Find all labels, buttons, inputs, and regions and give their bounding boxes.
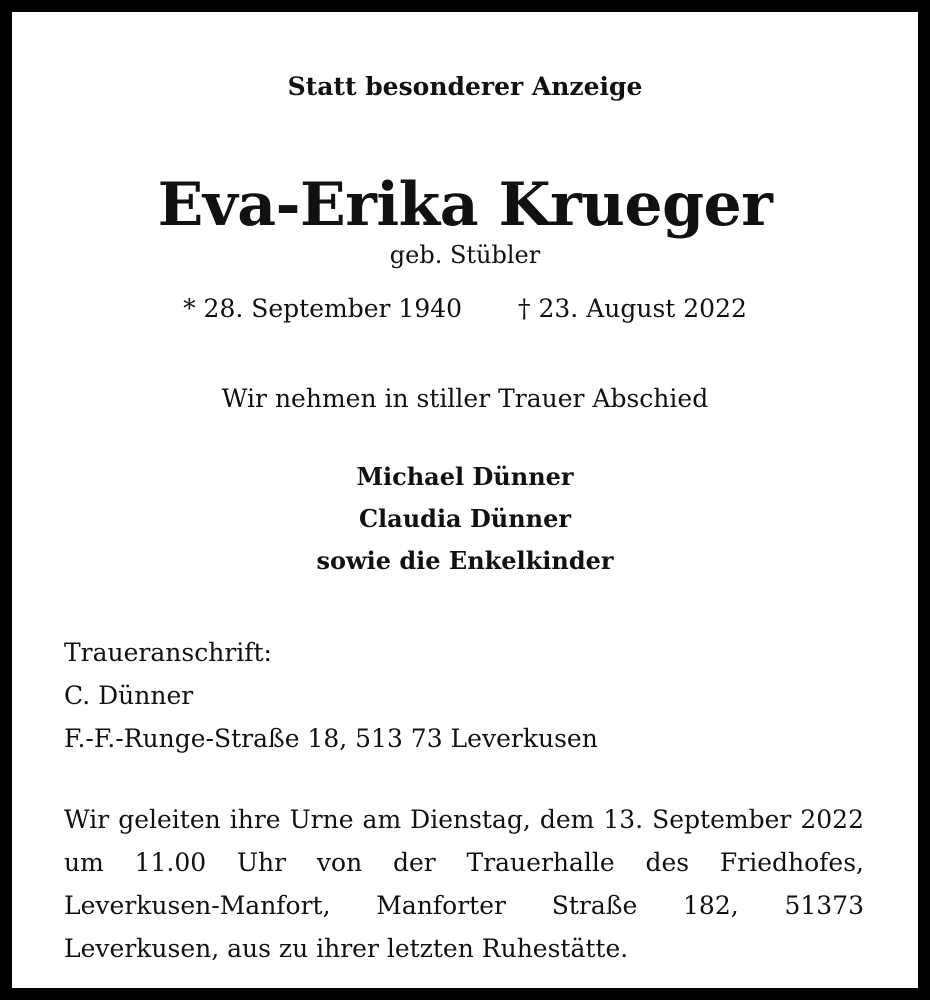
mourners-list (12, 456, 918, 582)
mourning-address (64, 631, 598, 760)
birth-name: geb. Stübler (389, 241, 541, 269)
mourner: Claudia Dünner (358, 504, 572, 533)
notice-header: Statt besonderer Anzeige (287, 72, 643, 101)
address-label: Traueranschrift: (64, 638, 272, 667)
death-date: † 23. August 2022 (518, 294, 747, 323)
address-name: C. Dünner (64, 681, 194, 710)
life-dates (12, 294, 918, 323)
mourner: Michael Dünner (356, 462, 574, 491)
farewell-text: Wir nehmen in stiller Trauer Abschied (221, 384, 709, 413)
birth-date: * 28. September 1940 (183, 294, 463, 323)
deceased-name: Eva-Erika Krueger (157, 170, 773, 240)
mourner: sowie die Enkelkinder (316, 546, 614, 575)
address-street: F.-F.-Runge-Straße 18, 513 73 Leverkusen (64, 724, 598, 753)
ceremony-text: Wir geleiten ihre Urne am Dienstag, dem 13. September 2022 um 11.00 Uhr von der Trauerhalle des Friedhofes, Leverkusen-Manfort, Manforter Straße 182, 51373 Leverkusen, aus zu ihrer letzten Ruhestätte. (64, 805, 864, 963)
